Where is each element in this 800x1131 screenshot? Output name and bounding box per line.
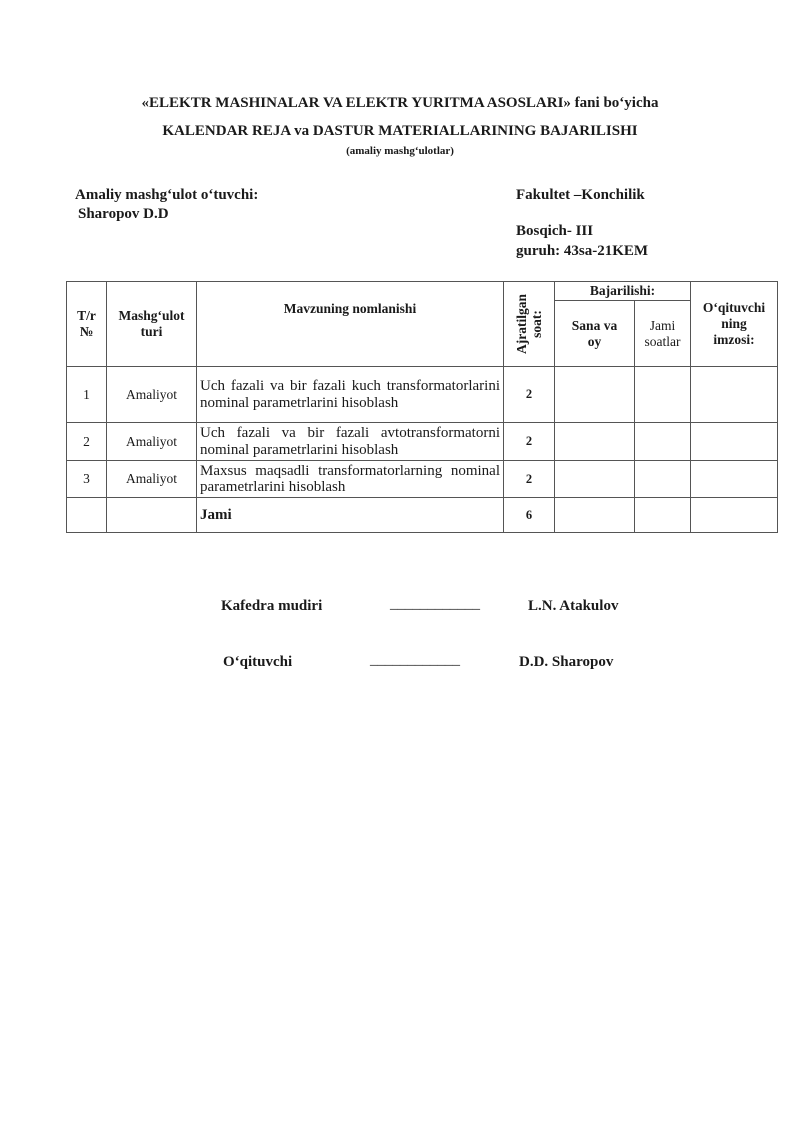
row-topic: Maxsus maqsadli transformatorlarning nominal parametrlarini hisoblash [197,461,504,498]
row-topic: Uch fazali va bir fazali kuch transformatorlarini nominal parametrlarini hisoblash [197,367,504,423]
row-total-hours-cell [635,367,691,423]
row-signature-cell [691,423,778,461]
row-type: Amaliyot [107,461,197,498]
title-line-3: (amaliy mashg‘ulotlar) [346,145,454,157]
faculty: Fakultet –Konchilik [516,187,645,203]
row-num: 1 [67,367,107,423]
header-done: Bajarilishi: [555,282,691,301]
row-hours: 2 [504,423,555,461]
total-date-cell [555,498,635,533]
total-type-cell [107,498,197,533]
header-total-hours: Jami soatlar [635,301,691,367]
header-num: T/r № [67,282,107,367]
total-row [67,498,778,533]
table-row [67,461,778,498]
total-signature-cell [691,498,778,533]
total-label: Jami [197,498,504,533]
row-hours: 2 [504,367,555,423]
row-signature-cell [691,461,778,498]
table-row [67,367,778,423]
row-type: Amaliyot [107,367,197,423]
table-row [67,423,778,461]
header-hours: Ajratilgan soat: [504,282,555,367]
head-name: L.N. Atakulov [528,598,619,614]
group: guruh: 43sa-21KEM [516,243,649,259]
row-signature-cell [691,367,778,423]
calendar-plan-table [66,281,778,533]
title-line-1: «ELEKTR MASHINALAR VA ELEKTR YURITMA ASOSLARI» fani bo‘yicha [141,95,659,111]
header-topic: Mavzuning nomlanishi [197,282,504,367]
row-date-cell [555,423,635,461]
row-num: 3 [67,461,107,498]
row-type: Amaliyot [107,423,197,461]
total-hours: 6 [504,498,555,533]
row-date-cell [555,461,635,498]
header-date: Sana va oy [555,301,635,367]
total-num-cell [67,498,107,533]
row-num: 2 [67,423,107,461]
teacher-sign-name: D.D. Sharopov [519,654,614,670]
total-total-hours-cell [635,498,691,533]
header-type: Mashg‘ulot turi [107,282,197,367]
teacher-label: Amaliy mashg‘ulot o‘tuvchi: [75,187,259,203]
title-line-2: KALENDAR REJA va DASTUR MATERIALLARINING BAJARILISHI [162,123,638,139]
row-topic: Uch fazali va bir fazali avtotransformatorni nominal parametrlarini hisoblash [197,423,504,461]
row-total-hours-cell [635,423,691,461]
row-hours: 2 [504,461,555,498]
header-signature: O‘qituvchi ning imzosi: [691,282,778,367]
head-signature-line: ____________ [390,596,480,612]
stage: Bosqich- III [516,223,594,239]
teacher-name: Sharopov D.D [78,206,169,222]
row-total-hours-cell [635,461,691,498]
head-label: Kafedra mudiri [221,598,323,614]
teacher-signature-line: ____________ [370,652,460,668]
row-date-cell [555,367,635,423]
teacher-sign-label: O‘qituvchi [223,654,293,670]
